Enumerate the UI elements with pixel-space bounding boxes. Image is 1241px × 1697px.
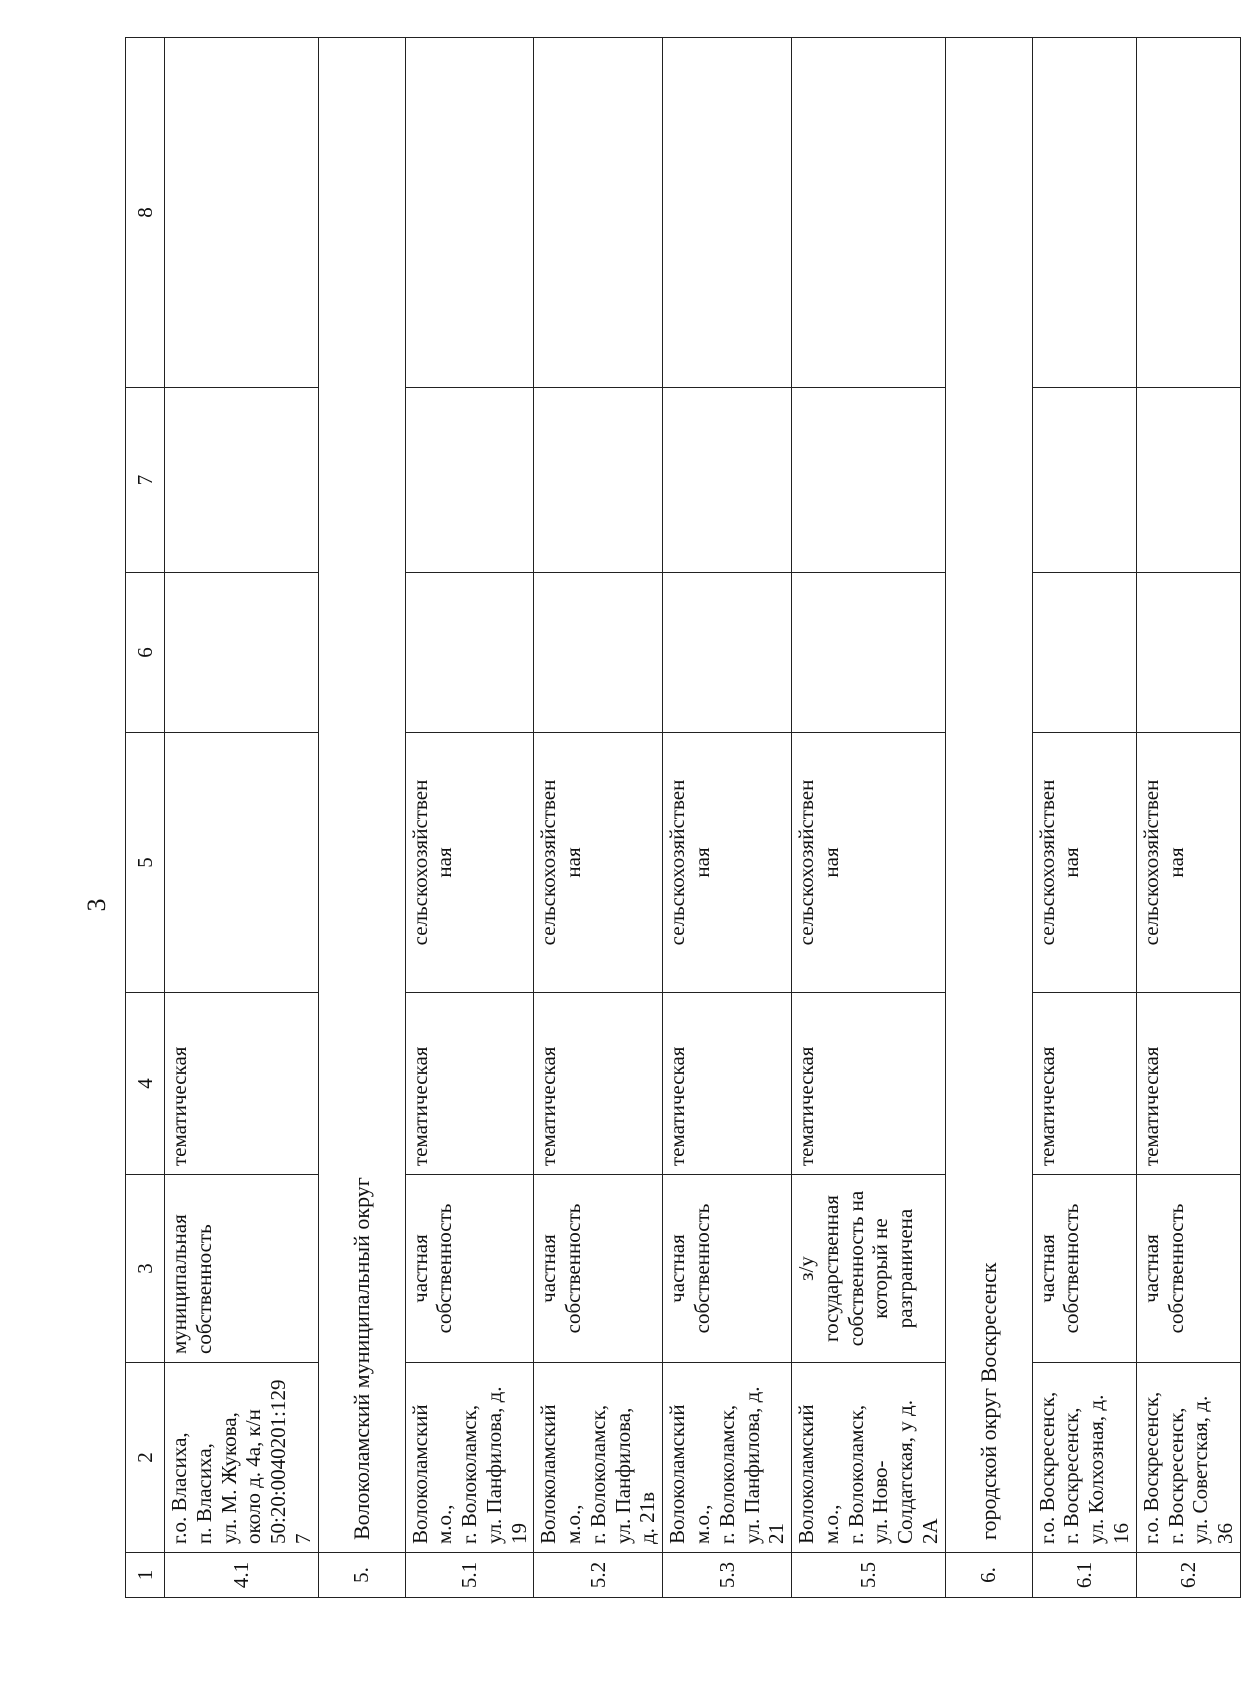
type-cell: тематическая [534, 993, 663, 1175]
type-cell: тематическая [663, 993, 792, 1175]
address-cell: г.о. Воскресенск, г. Воскресенск, ул. Советская, д. 36 [1136, 1363, 1240, 1553]
column-7-cell [1136, 388, 1240, 573]
section-row [318, 38, 405, 1598]
row-number: 5.2 [534, 1553, 663, 1598]
type-cell: тематическая [165, 993, 319, 1175]
column-8-cell [663, 38, 792, 388]
address-cell: Волоколамский м.о., г. Волоколамск, ул. Панфилова, д. 21 [663, 1363, 792, 1553]
address-cell: г.о. Воскресенск, г. Воскресенск, ул. Колхозная, д. 16 [1032, 1363, 1136, 1553]
column-number: 8 [126, 38, 165, 388]
type-cell: тематическая [792, 993, 946, 1175]
table-row [405, 38, 534, 1598]
column-number: 3 [126, 1175, 165, 1363]
column-8-cell [1136, 38, 1240, 388]
rotated-table-container [125, 38, 1238, 1598]
section-title: городской округ Воскресенск [945, 38, 1032, 1553]
column-7-cell [663, 388, 792, 573]
column-number: 5 [126, 733, 165, 993]
ownership-cell: частная собственность [663, 1175, 792, 1363]
column-6-cell [663, 573, 792, 733]
column-8-cell [405, 38, 534, 388]
specialization-cell: сельскохозяйствен ная [534, 733, 663, 993]
column-7-cell [1032, 388, 1136, 573]
column-6-cell [792, 573, 946, 733]
table-row [165, 38, 319, 1598]
specialization-cell [165, 733, 319, 993]
column-number: 4 [126, 993, 165, 1175]
table-row [534, 38, 663, 1598]
address-cell: г.о. Власиха, п. Власиха, ул. М. Жукова, около д. 4а, к/н 50:20:0040201:1297 [165, 1363, 319, 1553]
column-6-cell [405, 573, 534, 733]
ownership-cell: частная собственность [1032, 1175, 1136, 1363]
column-number-row [126, 38, 165, 1598]
type-cell: тематическая [405, 993, 534, 1175]
specialization-cell: сельскохозяйствен ная [1032, 733, 1136, 993]
column-8-cell [792, 38, 946, 388]
address-cell: Волоколамский м.о., г. Волоколамск, ул. Панфилова, д. 21в [534, 1363, 663, 1553]
column-number: 1 [126, 1553, 165, 1598]
section-number: 6. [945, 1553, 1032, 1598]
row-number: 6.1 [1032, 1553, 1136, 1598]
column-number: 2 [126, 1363, 165, 1553]
address-cell: Волоколамский м.о., г. Волоколамск, ул. Ново- Солдатская, у д. 2А [792, 1363, 946, 1553]
address-cell: Волоколамский м.о., г. Волоколамск, ул. Панфилова, д. 19 [405, 1363, 534, 1553]
column-6-cell [534, 573, 663, 733]
specialization-cell: сельскохозяйствен ная [792, 733, 946, 993]
column-8-cell [1032, 38, 1136, 388]
table-row [663, 38, 792, 1598]
table-row [1136, 38, 1240, 1598]
trade-objects-table [125, 37, 1241, 1598]
ownership-cell: частная собственность [1136, 1175, 1240, 1363]
row-number: 5.3 [663, 1553, 792, 1598]
row-number: 5.1 [405, 1553, 534, 1598]
table-row [1032, 38, 1136, 1598]
column-7-cell [165, 388, 319, 573]
section-title: Волоколамский муниципальный округ [318, 38, 405, 1553]
column-number: 6 [126, 573, 165, 733]
ownership-cell: з/у государственная собственность на который не разграничена [792, 1175, 946, 1363]
column-8-cell [534, 38, 663, 388]
column-number: 7 [126, 388, 165, 573]
column-7-cell [792, 388, 946, 573]
specialization-cell: сельскохозяйствен ная [405, 733, 534, 993]
column-6-cell [1032, 573, 1136, 733]
specialization-cell: сельскохозяйствен ная [663, 733, 792, 993]
specialization-cell: сельскохозяйствен ная [1136, 733, 1240, 993]
column-6-cell [165, 573, 319, 733]
ownership-cell: муниципальная собственность [165, 1175, 319, 1363]
type-cell: тематическая [1136, 993, 1240, 1175]
column-8-cell [165, 38, 319, 388]
column-7-cell [534, 388, 663, 573]
section-number: 5. [318, 1553, 405, 1598]
page-number: 3 [82, 898, 111, 912]
row-number: 4.1 [165, 1553, 319, 1598]
ownership-cell: частная собственность [405, 1175, 534, 1363]
ownership-cell: частная собственность [534, 1175, 663, 1363]
column-7-cell [405, 388, 534, 573]
row-number: 6.2 [1136, 1553, 1240, 1598]
column-6-cell [1136, 573, 1240, 733]
row-number: 5.5 [792, 1553, 946, 1598]
type-cell: тематическая [1032, 993, 1136, 1175]
table-row [792, 38, 946, 1598]
section-row [945, 38, 1032, 1598]
